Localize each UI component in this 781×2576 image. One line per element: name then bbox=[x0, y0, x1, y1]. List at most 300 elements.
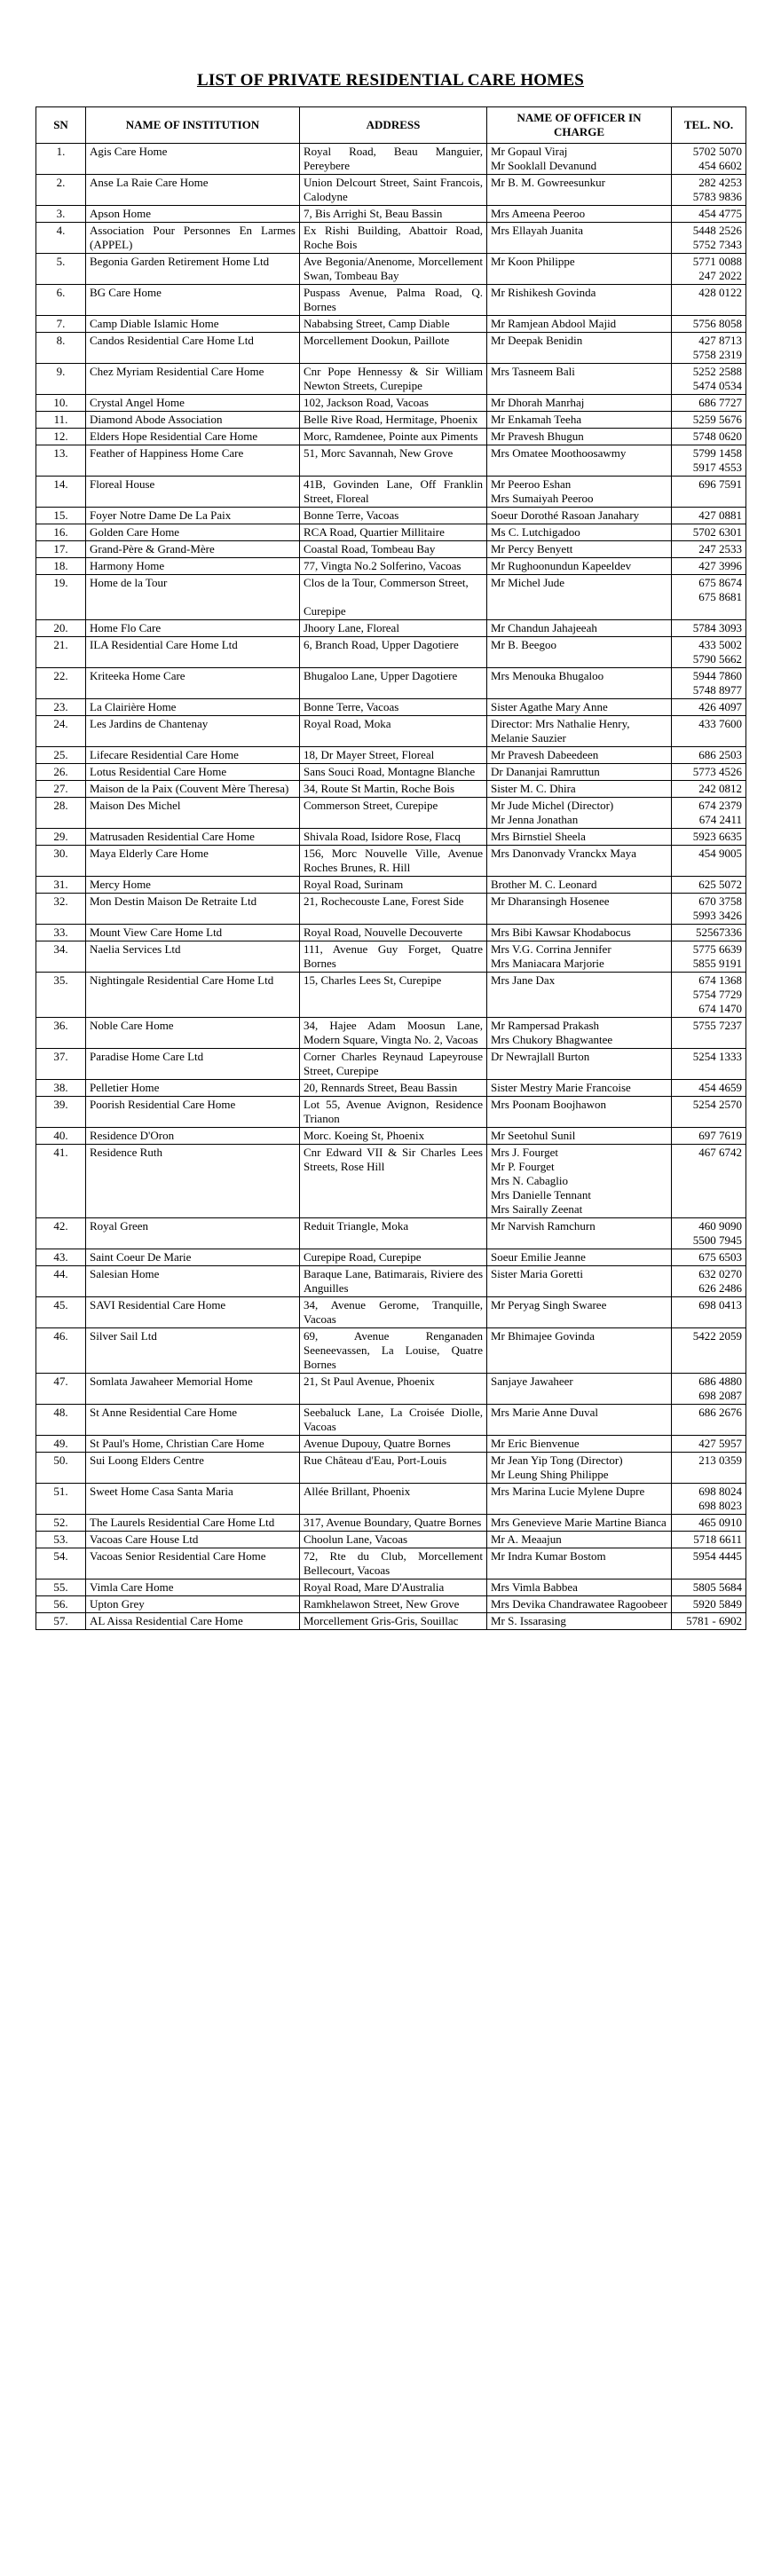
institution-name-cell: Anse La Raie Care Home bbox=[86, 175, 300, 206]
address-cell: Corner Charles Reynaud Lapeyrouse Street, Curepipe bbox=[300, 1049, 487, 1080]
table-row bbox=[36, 699, 746, 716]
telephone-cell: 675 6503 bbox=[672, 1249, 746, 1266]
officer-in-charge-cell: Mr Koon Philippe bbox=[487, 254, 672, 285]
row-number-cell: 7. bbox=[36, 316, 86, 333]
institution-name-cell: ILA Residential Care Home Ltd bbox=[86, 637, 300, 668]
officer-in-charge-cell: Mr Bhimajee Govinda bbox=[487, 1328, 672, 1374]
table-row bbox=[36, 508, 746, 524]
officer-in-charge-cell: Mr B. M. Gowreesunkur bbox=[487, 175, 672, 206]
address-cell: Belle Rive Road, Hermitage, Phoenix bbox=[300, 412, 487, 429]
table-row bbox=[36, 333, 746, 364]
institution-name-cell: Mon Destin Maison De Retraite Ltd bbox=[86, 894, 300, 925]
telephone-line: 460 9090 bbox=[698, 1219, 742, 1233]
address-cell: Sans Souci Road, Montagne Blanche bbox=[300, 764, 487, 781]
officer-in-charge-line: Mr Jean Yip Tong (Director) bbox=[491, 1453, 623, 1467]
table-row bbox=[36, 781, 746, 798]
institution-name-cell: Paradise Home Care Ltd bbox=[86, 1049, 300, 1080]
telephone-cell bbox=[672, 254, 746, 285]
institution-name-cell: Elders Hope Residential Care Home bbox=[86, 429, 300, 445]
telephone-cell: 5756 8058 bbox=[672, 316, 746, 333]
row-number-cell: 28. bbox=[36, 798, 86, 829]
telephone-cell bbox=[672, 798, 746, 829]
address-cell: 7, Bis Arrighi St, Beau Bassin bbox=[300, 206, 487, 223]
row-number-cell: 14. bbox=[36, 477, 86, 508]
row-number-cell: 11. bbox=[36, 412, 86, 429]
officer-in-charge-cell: Dr Dananjai Ramruttun bbox=[487, 764, 672, 781]
row-number-cell: 21. bbox=[36, 637, 86, 668]
officer-in-charge-cell: Mr Indra Kumar Bostom bbox=[487, 1548, 672, 1579]
table-row bbox=[36, 1328, 746, 1374]
row-number-cell: 55. bbox=[36, 1579, 86, 1596]
row-number-cell: 50. bbox=[36, 1453, 86, 1484]
address-cell: Cnr Edward VII & Sir Charles Lees Streets, Rose Hill bbox=[300, 1145, 487, 1218]
address-cell: 102, Jackson Road, Vacoas bbox=[300, 395, 487, 412]
row-number-cell: 4. bbox=[36, 223, 86, 254]
table-row bbox=[36, 364, 746, 395]
address-cell: Allée Brillant, Phoenix bbox=[300, 1484, 487, 1515]
table-row bbox=[36, 316, 746, 333]
telephone-cell: 427 3996 bbox=[672, 558, 746, 575]
row-number-cell: 48. bbox=[36, 1405, 86, 1436]
officer-in-charge-line: Mr Leung Shing Philippe bbox=[491, 1468, 609, 1481]
telephone-cell bbox=[672, 1374, 746, 1405]
institution-name-cell: Grand-Père & Grand-Mère bbox=[86, 541, 300, 558]
officer-in-charge-line: Mr Peeroo Eshan bbox=[491, 477, 572, 491]
officer-in-charge-cell bbox=[487, 1453, 672, 1484]
address-cell: 77, Vingta No.2 Solferino, Vacoas bbox=[300, 558, 487, 575]
institution-name-cell: Golden Care Home bbox=[86, 524, 300, 541]
officer-in-charge-line: Mrs J. Fourget bbox=[491, 1146, 558, 1159]
officer-in-charge-cell: Mrs Devika Chandrawatee Ragoobeer bbox=[487, 1596, 672, 1613]
telephone-cell: 427 5957 bbox=[672, 1436, 746, 1453]
address-cell: Choolun Lane, Vacoas bbox=[300, 1532, 487, 1548]
institution-name-cell: St Anne Residential Care Home bbox=[86, 1405, 300, 1436]
table-row bbox=[36, 620, 746, 637]
officer-in-charge-line: Mrs N. Cabaglio bbox=[491, 1174, 569, 1187]
table-row bbox=[36, 524, 746, 541]
row-number-cell: 20. bbox=[36, 620, 86, 637]
row-number-cell: 26. bbox=[36, 764, 86, 781]
header-name: NAME OF INSTITUTION bbox=[86, 107, 300, 144]
institution-name-cell: Diamond Abode Association bbox=[86, 412, 300, 429]
telephone-line: 674 1368 bbox=[698, 973, 742, 987]
institution-name-cell: Camp Diable Islamic Home bbox=[86, 316, 300, 333]
officer-in-charge-cell: Mrs Danonvady Vranckx Maya bbox=[487, 846, 672, 877]
telephone-line: 5771 0088 bbox=[692, 255, 742, 268]
address-line: Clos de la Tour, Commerson Street, bbox=[304, 576, 469, 589]
address-cell: Royal Road, Moka bbox=[300, 716, 487, 747]
telephone-cell: 5254 2570 bbox=[672, 1097, 746, 1128]
institution-name-cell: La Clairière Home bbox=[86, 699, 300, 716]
officer-in-charge-cell bbox=[487, 477, 672, 508]
officer-in-charge-line: Mrs V.G. Corrina Jennifer bbox=[491, 942, 611, 956]
institution-name-cell: SAVI Residential Care Home bbox=[86, 1297, 300, 1328]
address-cell: 21, Rochecouste Lane, Forest Side bbox=[300, 894, 487, 925]
officer-in-charge-cell: Mrs Jane Dax bbox=[487, 973, 672, 1018]
telephone-line: 247 2022 bbox=[698, 269, 742, 282]
table-row bbox=[36, 1080, 746, 1097]
telephone-line: 674 1470 bbox=[698, 1002, 742, 1015]
table-row bbox=[36, 254, 746, 285]
table-row bbox=[36, 558, 746, 575]
institution-name-cell: Naelia Services Ltd bbox=[86, 941, 300, 973]
row-number-cell: 2. bbox=[36, 175, 86, 206]
address-cell: 72, Rte du Club, Morcellement Bellecourt, Vacoas bbox=[300, 1548, 487, 1579]
officer-in-charge-cell bbox=[487, 144, 672, 175]
address-cell: Bonne Terre, Vacoas bbox=[300, 699, 487, 716]
address-cell: Royal Road, Mare D'Australia bbox=[300, 1579, 487, 1596]
row-number-cell: 49. bbox=[36, 1436, 86, 1453]
row-number-cell: 53. bbox=[36, 1532, 86, 1548]
address-cell: 34, Hajee Adam Moosun Lane, Modern Square, Vingta No. 2, Vacoas bbox=[300, 1018, 487, 1049]
telephone-cell bbox=[672, 1266, 746, 1297]
institution-name-cell: Maison Des Michel bbox=[86, 798, 300, 829]
address-cell: 34, Route St Martin, Roche Bois bbox=[300, 781, 487, 798]
address-cell: Baraque Lane, Batimarais, Riviere des Anguilles bbox=[300, 1266, 487, 1297]
care-homes-table bbox=[36, 106, 746, 1630]
table-row bbox=[36, 1374, 746, 1405]
institution-name-cell: Vacoas Senior Residential Care Home bbox=[86, 1548, 300, 1579]
institution-name-cell: Residence Ruth bbox=[86, 1145, 300, 1218]
address-cell: Bonne Terre, Vacoas bbox=[300, 508, 487, 524]
officer-in-charge-cell: Sister Maria Goretti bbox=[487, 1266, 672, 1297]
row-number-cell: 46. bbox=[36, 1328, 86, 1374]
institution-name-cell: Association Pour Personnes En Larmes (APPEL) bbox=[86, 223, 300, 254]
table-row bbox=[36, 1128, 746, 1145]
institution-name-cell: Nightingale Residential Care Home Ltd bbox=[86, 973, 300, 1018]
telephone-cell: 433 7600 bbox=[672, 716, 746, 747]
telephone-line: 5917 4553 bbox=[692, 461, 742, 474]
telephone-cell: 625 5072 bbox=[672, 877, 746, 894]
officer-in-charge-cell: Mrs Menouka Bhugaloo bbox=[487, 668, 672, 699]
telephone-cell bbox=[672, 1218, 746, 1249]
address-cell: 51, Morc Savannah, New Grove bbox=[300, 445, 487, 477]
telephone-cell: 5259 5676 bbox=[672, 412, 746, 429]
address-cell: Morcellement Dookun, Paillote bbox=[300, 333, 487, 364]
table-row bbox=[36, 1515, 746, 1532]
row-number-cell: 34. bbox=[36, 941, 86, 973]
institution-name-cell: Begonia Garden Retirement Home Ltd bbox=[86, 254, 300, 285]
institution-name-cell: Somlata Jawaheer Memorial Home bbox=[86, 1374, 300, 1405]
telephone-line: 5748 8977 bbox=[692, 683, 742, 697]
address-cell: Lot 55, Avenue Avignon, Residence Trianon bbox=[300, 1097, 487, 1128]
institution-name-cell: Candos Residential Care Home Ltd bbox=[86, 333, 300, 364]
row-number-cell: 16. bbox=[36, 524, 86, 541]
telephone-cell: 5954 4445 bbox=[672, 1548, 746, 1579]
row-number-cell: 6. bbox=[36, 285, 86, 316]
row-number-cell: 35. bbox=[36, 973, 86, 1018]
telephone-cell bbox=[672, 445, 746, 477]
institution-name-cell: Home Flo Care bbox=[86, 620, 300, 637]
table-row bbox=[36, 1097, 746, 1128]
row-number-cell: 40. bbox=[36, 1128, 86, 1145]
telephone-line: 5790 5662 bbox=[692, 652, 742, 666]
row-number-cell: 44. bbox=[36, 1266, 86, 1297]
address-cell: Royal Road, Nouvelle Decouverte bbox=[300, 925, 487, 941]
telephone-cell: 454 4659 bbox=[672, 1080, 746, 1097]
table-row bbox=[36, 877, 746, 894]
table-row bbox=[36, 1613, 746, 1630]
address-cell: Royal Road, Beau Manguier, Pereybere bbox=[300, 144, 487, 175]
telephone-line: 5758 2319 bbox=[692, 348, 742, 361]
telephone-line: 5775 6639 bbox=[692, 942, 742, 956]
address-cell: Ave Begonia/Anenome, Morcellement Swan, Tombeau Bay bbox=[300, 254, 487, 285]
address-cell: Royal Road, Surinam bbox=[300, 877, 487, 894]
officer-in-charge-cell: Mr Deepak Benidin bbox=[487, 333, 672, 364]
telephone-line: 5752 7343 bbox=[692, 238, 742, 251]
officer-in-charge-cell: Ms C. Lutchigadoo bbox=[487, 524, 672, 541]
officer-in-charge-line: Mr Sooklall Devanund bbox=[491, 159, 597, 172]
institution-name-cell: Mercy Home bbox=[86, 877, 300, 894]
officer-in-charge-cell: Mrs Vimla Babbea bbox=[487, 1579, 672, 1596]
telephone-cell: 696 7591 bbox=[672, 477, 746, 508]
table-row bbox=[36, 1018, 746, 1049]
table-row bbox=[36, 894, 746, 925]
address-line bbox=[304, 590, 483, 604]
address-cell: Morcellement Gris-Gris, Souillac bbox=[300, 1613, 487, 1630]
table-row bbox=[36, 206, 746, 223]
address-cell: Seebaluck Lane, La Croisée Diolle, Vacoas bbox=[300, 1405, 487, 1436]
address-cell: 20, Rennards Street, Beau Bassin bbox=[300, 1080, 487, 1097]
row-number-cell: 37. bbox=[36, 1049, 86, 1080]
institution-name-cell: Floreal House bbox=[86, 477, 300, 508]
address-cell: 111, Avenue Guy Forget, Quatre Bornes bbox=[300, 941, 487, 973]
officer-in-charge-cell: Mr Pravesh Bhugun bbox=[487, 429, 672, 445]
institution-name-cell: Saint Coeur De Marie bbox=[86, 1249, 300, 1266]
telephone-cell: 5781 - 6902 bbox=[672, 1613, 746, 1630]
row-number-cell: 19. bbox=[36, 575, 86, 620]
telephone-cell: 686 2503 bbox=[672, 747, 746, 764]
row-number-cell: 45. bbox=[36, 1297, 86, 1328]
table-row bbox=[36, 1145, 746, 1218]
table-row bbox=[36, 395, 746, 412]
officer-in-charge-cell: Mrs Marie Anne Duval bbox=[487, 1405, 672, 1436]
institution-name-cell: Crystal Angel Home bbox=[86, 395, 300, 412]
institution-name-cell: Poorish Residential Care Home bbox=[86, 1097, 300, 1128]
telephone-cell bbox=[672, 1484, 746, 1515]
telephone-cell: 242 0812 bbox=[672, 781, 746, 798]
officer-in-charge-cell: Mr Peryag Singh Swaree bbox=[487, 1297, 672, 1328]
address-cell: 34, Avenue Gerome, Tranquille, Vacoas bbox=[300, 1297, 487, 1328]
telephone-cell: 5784 3093 bbox=[672, 620, 746, 637]
officer-in-charge-cell: Soeur Emilie Jeanne bbox=[487, 1249, 672, 1266]
address-cell: Bhugaloo Lane, Upper Dagotiere bbox=[300, 668, 487, 699]
officer-in-charge-cell: Mrs Poonam Boojhawon bbox=[487, 1097, 672, 1128]
officer-in-charge-line: Mrs Maniacara Marjorie bbox=[491, 957, 604, 970]
institution-name-cell: Pelletier Home bbox=[86, 1080, 300, 1097]
table-row bbox=[36, 412, 746, 429]
telephone-cell: 5422 2059 bbox=[672, 1328, 746, 1374]
officer-in-charge-cell: Mr Rishikesh Govinda bbox=[487, 285, 672, 316]
row-number-cell: 1. bbox=[36, 144, 86, 175]
row-number-cell: 38. bbox=[36, 1080, 86, 1097]
table-row bbox=[36, 1405, 746, 1436]
address-cell: Ramkhelawon Street, New Grove bbox=[300, 1596, 487, 1613]
row-number-cell: 41. bbox=[36, 1145, 86, 1218]
table-row bbox=[36, 1579, 746, 1596]
telephone-cell: 5773 4526 bbox=[672, 764, 746, 781]
row-number-cell: 5. bbox=[36, 254, 86, 285]
table-row bbox=[36, 1484, 746, 1515]
row-number-cell: 39. bbox=[36, 1097, 86, 1128]
telephone-line: 5855 9191 bbox=[692, 957, 742, 970]
telephone-line: 5754 7729 bbox=[692, 988, 742, 1001]
telephone-line: 5993 3426 bbox=[692, 909, 742, 922]
institution-name-cell: Apson Home bbox=[86, 206, 300, 223]
address-cell: Curepipe Road, Curepipe bbox=[300, 1249, 487, 1266]
address-cell: Morc, Ramdenee, Pointe aux Piments bbox=[300, 429, 487, 445]
telephone-line: 5448 2526 bbox=[692, 224, 742, 237]
officer-in-charge-cell: Mr S. Issarasing bbox=[487, 1613, 672, 1630]
institution-name-cell: Mount View Care Home Ltd bbox=[86, 925, 300, 941]
officer-in-charge-cell bbox=[487, 1145, 672, 1218]
officer-in-charge-cell: Dr Newrajlall Burton bbox=[487, 1049, 672, 1080]
telephone-cell: 698 0413 bbox=[672, 1297, 746, 1328]
officer-in-charge-cell: Mr Narvish Ramchurn bbox=[487, 1218, 672, 1249]
header-tel: TEL. NO. bbox=[672, 107, 746, 144]
table-row bbox=[36, 668, 746, 699]
table-row bbox=[36, 175, 746, 206]
table-body bbox=[36, 144, 746, 1630]
row-number-cell: 56. bbox=[36, 1596, 86, 1613]
telephone-cell: 686 7727 bbox=[672, 395, 746, 412]
table-row bbox=[36, 223, 746, 254]
officer-in-charge-cell: Mrs Ellayah Juanita bbox=[487, 223, 672, 254]
row-number-cell: 51. bbox=[36, 1484, 86, 1515]
telephone-line: 698 8023 bbox=[698, 1499, 742, 1512]
table-row bbox=[36, 1596, 746, 1613]
address-cell: Coastal Road, Tombeau Bay bbox=[300, 541, 487, 558]
table-row bbox=[36, 1297, 746, 1328]
telephone-cell bbox=[672, 668, 746, 699]
telephone-cell bbox=[672, 175, 746, 206]
row-number-cell: 18. bbox=[36, 558, 86, 575]
address-cell: 18, Dr Mayer Street, Floreal bbox=[300, 747, 487, 764]
telephone-cell: 5718 6611 bbox=[672, 1532, 746, 1548]
row-number-cell: 24. bbox=[36, 716, 86, 747]
telephone-line: 5799 1458 bbox=[692, 446, 742, 460]
table-row bbox=[36, 637, 746, 668]
officer-in-charge-cell: Mr Seetohul Sunil bbox=[487, 1128, 672, 1145]
telephone-cell: 426 4097 bbox=[672, 699, 746, 716]
table-row bbox=[36, 541, 746, 558]
officer-in-charge-line: Mr Jenna Jonathan bbox=[491, 813, 579, 826]
institution-name-cell: Harmony Home bbox=[86, 558, 300, 575]
address-cell: RCA Road, Quartier Millitaire bbox=[300, 524, 487, 541]
telephone-cell: 5254 1333 bbox=[672, 1049, 746, 1080]
address-cell: 317, Avenue Boundary, Quatre Bornes bbox=[300, 1515, 487, 1532]
table-row bbox=[36, 285, 746, 316]
telephone-line: 5944 7860 bbox=[692, 669, 742, 682]
telephone-line: 5500 7945 bbox=[692, 1233, 742, 1247]
row-number-cell: 36. bbox=[36, 1018, 86, 1049]
institution-name-cell: Matrusaden Residential Care Home bbox=[86, 829, 300, 846]
institution-name-cell: Agis Care Home bbox=[86, 144, 300, 175]
officer-in-charge-cell: Mr Rughoonundun Kapeeldev bbox=[487, 558, 672, 575]
telephone-cell bbox=[672, 364, 746, 395]
officer-in-charge-line: Mrs Sairally Zeenat bbox=[491, 1202, 583, 1216]
officer-in-charge-line: Mr P. Fourget bbox=[491, 1160, 555, 1173]
officer-in-charge-cell: Mr Percy Benyett bbox=[487, 541, 672, 558]
row-number-cell: 8. bbox=[36, 333, 86, 364]
officer-in-charge-cell: Soeur Dorothé Rasoan Janahary bbox=[487, 508, 672, 524]
table-row bbox=[36, 798, 746, 829]
table-row bbox=[36, 429, 746, 445]
table-row bbox=[36, 716, 746, 747]
officer-in-charge-cell: Mr Chandun Jahajeeah bbox=[487, 620, 672, 637]
row-number-cell: 47. bbox=[36, 1374, 86, 1405]
row-number-cell: 52. bbox=[36, 1515, 86, 1532]
telephone-cell bbox=[672, 637, 746, 668]
header-sn: SN bbox=[36, 107, 86, 144]
institution-name-cell: Sweet Home Casa Santa Maria bbox=[86, 1484, 300, 1515]
address-cell: 15, Charles Lees St, Curepipe bbox=[300, 973, 487, 1018]
page-title: LIST OF PRIVATE RESIDENTIAL CARE HOMES bbox=[196, 71, 585, 90]
address-cell: Reduit Triangle, Moka bbox=[300, 1218, 487, 1249]
address-cell: Jhoory Lane, Floreal bbox=[300, 620, 487, 637]
table-row bbox=[36, 144, 746, 175]
address-cell: 69, Avenue Renganaden Seeneevassen, La Louise, Quatre Bornes bbox=[300, 1328, 487, 1374]
telephone-cell: 454 9005 bbox=[672, 846, 746, 877]
telephone-cell: 5748 0620 bbox=[672, 429, 746, 445]
institution-name-cell: Vacoas Care House Ltd bbox=[86, 1532, 300, 1548]
officer-in-charge-cell: Mrs Omatee Moothoosawmy bbox=[487, 445, 672, 477]
table-row bbox=[36, 973, 746, 1018]
telephone-cell bbox=[672, 575, 746, 620]
officer-in-charge-cell: Mr Enkamah Teeha bbox=[487, 412, 672, 429]
institution-name-cell: Salesian Home bbox=[86, 1266, 300, 1297]
row-number-cell: 54. bbox=[36, 1548, 86, 1579]
address-cell: Avenue Dupouy, Quatre Bornes bbox=[300, 1436, 487, 1453]
telephone-line: 675 8681 bbox=[698, 590, 742, 603]
officer-in-charge-cell: Mr Dhorah Manrhaj bbox=[487, 395, 672, 412]
table-row bbox=[36, 1453, 746, 1484]
row-number-cell: 33. bbox=[36, 925, 86, 941]
institution-name-cell: The Laurels Residential Care Home Ltd bbox=[86, 1515, 300, 1532]
address-cell: 156, Morc Nouvelle Ville, Avenue Roches Brunes, R. Hill bbox=[300, 846, 487, 877]
telephone-line: 698 2087 bbox=[698, 1389, 742, 1402]
telephone-line: 674 2379 bbox=[698, 799, 742, 812]
telephone-line: 698 8024 bbox=[698, 1485, 742, 1498]
row-number-cell: 31. bbox=[36, 877, 86, 894]
telephone-cell: 428 0122 bbox=[672, 285, 746, 316]
officer-in-charge-cell: Mr Dharansingh Hosenee bbox=[487, 894, 672, 925]
telephone-line: 686 4880 bbox=[698, 1375, 742, 1388]
telephone-cell bbox=[672, 973, 746, 1018]
row-number-cell: 17. bbox=[36, 541, 86, 558]
table-row bbox=[36, 764, 746, 781]
telephone-line: 427 8713 bbox=[698, 334, 742, 347]
institution-name-cell: Maison de la Paix (Couvent Mère Theresa) bbox=[86, 781, 300, 798]
telephone-line: 675 8674 bbox=[698, 576, 742, 589]
telephone-line: 433 5002 bbox=[698, 638, 742, 651]
address-cell: Ex Rishi Building, Abattoir Road, Roche Bois bbox=[300, 223, 487, 254]
institution-name-cell: Lotus Residential Care Home bbox=[86, 764, 300, 781]
telephone-cell bbox=[672, 894, 746, 925]
institution-name-cell: Maya Elderly Care Home bbox=[86, 846, 300, 877]
institution-name-cell: St Paul's Home, Christian Care Home bbox=[86, 1436, 300, 1453]
telephone-line: 5474 0534 bbox=[692, 379, 742, 392]
header-officer: NAME OF OFFICER IN CHARGE bbox=[487, 107, 672, 144]
telephone-cell: 247 2533 bbox=[672, 541, 746, 558]
table-row bbox=[36, 445, 746, 477]
telephone-cell: 467 6742 bbox=[672, 1145, 746, 1218]
telephone-cell bbox=[672, 941, 746, 973]
table-row bbox=[36, 1436, 746, 1453]
row-number-cell: 22. bbox=[36, 668, 86, 699]
officer-in-charge-cell bbox=[487, 1018, 672, 1049]
telephone-line: 632 0270 bbox=[698, 1267, 742, 1280]
